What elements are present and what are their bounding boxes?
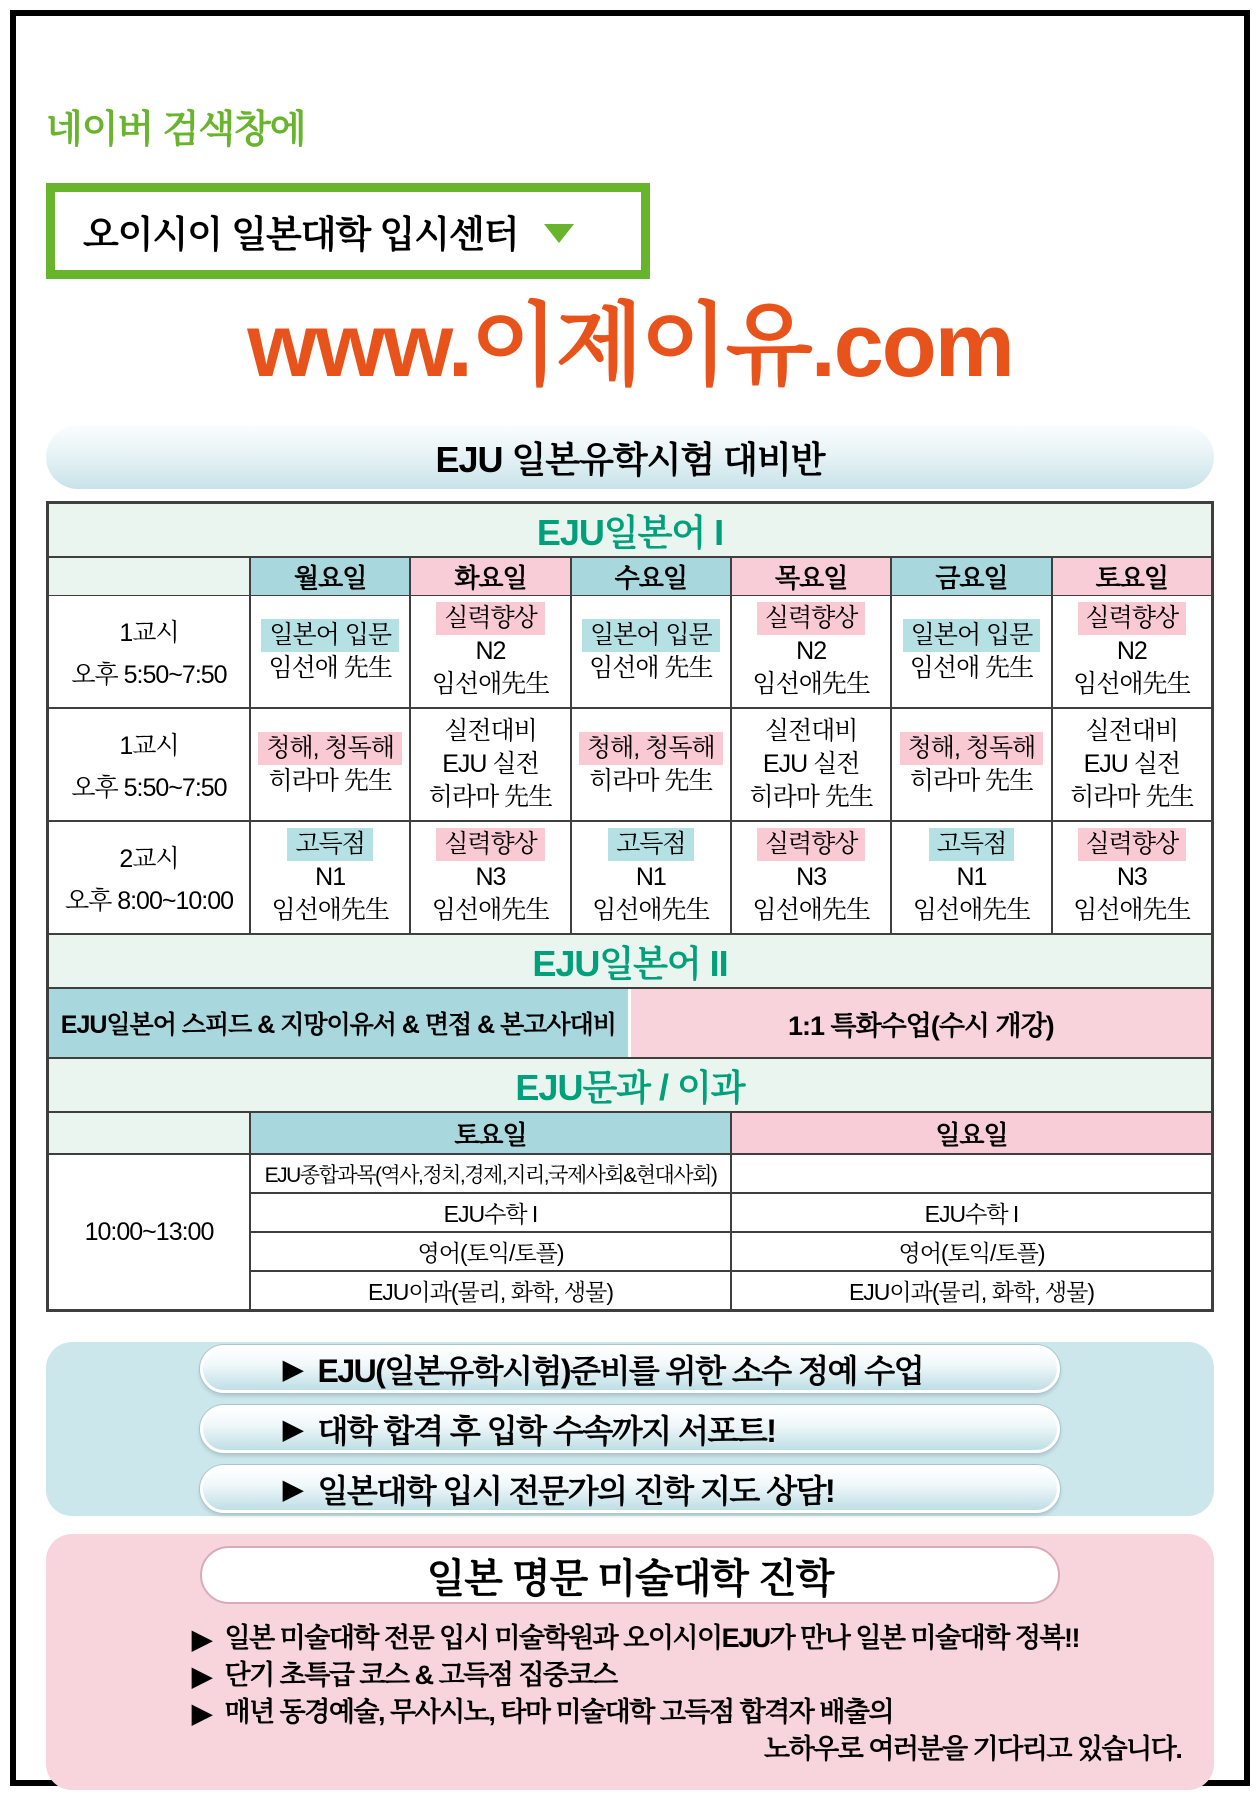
triangle-bullet-icon: ▶: [283, 1474, 302, 1505]
class-line: N1: [315, 863, 346, 892]
class-line: N3: [475, 863, 506, 892]
section-title-tracks: EJU문과 / 이과: [49, 1059, 1211, 1113]
time-label: 오후 5:50~7:50: [71, 773, 227, 802]
subject-cell: EJU수학 I: [730, 1192, 1211, 1231]
class-line: N3: [796, 863, 827, 892]
day-header-tue: 화요일: [409, 558, 569, 595]
class-tag: 일본어 입문: [903, 619, 1041, 652]
class-line: 히라마 先生: [749, 783, 873, 812]
class-line: 임선애 先生: [268, 653, 392, 682]
day-header-fri: 금요일: [890, 558, 1050, 595]
class-tag: 고득점: [929, 828, 1014, 861]
class-line: 히라마 先生: [589, 766, 713, 795]
class-line: 실전대비: [764, 717, 858, 746]
class-cell: [1051, 596, 1211, 707]
class-cell: [730, 709, 890, 820]
class-cell: [730, 822, 890, 933]
class-line: N2: [796, 637, 827, 666]
day-header-thu: 목요일: [730, 558, 890, 595]
feature-text: 대학 합격 후 입학 수속까지 서포트!: [317, 1413, 776, 1450]
subject-cell: [730, 1153, 1211, 1192]
period-time-cell: [49, 822, 249, 933]
class-cell: [570, 596, 730, 707]
class-line: 임선애先生: [752, 896, 870, 925]
japanese2-row: [49, 989, 1211, 1059]
search-input[interactable]: [46, 183, 650, 279]
class-tag: 일본어 입문: [261, 619, 399, 652]
art-bullet-list: [192, 1620, 1214, 1768]
subject-cell: EJU수학 I: [249, 1192, 730, 1231]
class-tag: 실력향상: [436, 602, 545, 635]
class-cell: [249, 822, 409, 933]
subject-cell: EJU종합과목(역사,정치,경제,지리,국제사회&현대사회): [249, 1153, 730, 1192]
day-header-saturday: 토요일: [249, 1113, 730, 1153]
class-line: N1: [956, 863, 987, 892]
triangle-bullet-icon: ▶: [192, 1623, 211, 1654]
class-tag: 실력향상: [757, 602, 866, 635]
class-line: 히라마 先生: [428, 783, 553, 812]
class-line: 임선애先生: [271, 896, 389, 925]
period-label: 1교시: [119, 618, 179, 647]
class-line: 히라마 先生: [909, 766, 1034, 795]
class-tag: 고득점: [287, 828, 372, 861]
class-cell: [1051, 822, 1211, 933]
dropdown-arrow-icon[interactable]: [544, 224, 574, 243]
class-cell: [249, 596, 409, 707]
class-cell: [409, 596, 569, 707]
schedule-row-2: [49, 709, 1211, 822]
art-closing-text: 노하우로 여러분을 기다리고 있습니다.: [764, 1734, 1182, 1765]
class-tag: 실력향상: [1078, 602, 1187, 635]
section-title-japanese2: EJU일본어 II: [49, 935, 1211, 989]
japanese2-right-cell: 1:1 특화수업(수시 개강): [628, 989, 1211, 1057]
class-line: 히라마 先生: [268, 766, 392, 795]
day-header-sunday: 일요일: [730, 1113, 1211, 1153]
naver-search-hint-label: 네이버 검색창에: [46, 109, 306, 151]
class-line: EJU 실전: [762, 750, 860, 779]
course-banner: EJU 일본유학시험 대비반: [46, 425, 1214, 489]
class-line: 실전대비: [444, 717, 537, 746]
class-line: N2: [475, 637, 506, 666]
subject-cell: 영어(토익/토플): [249, 1231, 730, 1270]
class-line: EJU 실전: [442, 750, 539, 779]
feature-pill: [200, 1345, 1060, 1393]
class-line: 임선애先生: [1073, 670, 1191, 699]
class-tag: 청해, 청독해: [258, 732, 402, 765]
art-bullet-item: [192, 1620, 1214, 1657]
class-line: 실전대비: [1085, 717, 1179, 746]
class-line: 임선애先生: [592, 896, 710, 925]
art-bullet-text: 단기 초특급 코스 & 고득점 집중코스: [224, 1660, 617, 1691]
feature-pill: [200, 1465, 1060, 1513]
class-cell: [409, 822, 569, 933]
class-cell: [1051, 709, 1211, 820]
triangle-bullet-icon: ▶: [192, 1660, 211, 1691]
period-label: 1교시: [119, 731, 179, 760]
class-tag: 청해, 청독해: [900, 732, 1044, 765]
time-label: 오후 8:00~10:00: [64, 886, 234, 915]
tracks-grid: [49, 1113, 1211, 1309]
search-query-text: 오이시이 일본대학 입시센터: [83, 214, 519, 255]
triangle-bullet-icon: ▶: [283, 1354, 302, 1385]
class-line: N1: [635, 863, 666, 892]
subject-cell: EJU이과(물리, 화학, 생물): [730, 1270, 1211, 1309]
class-tag: 실력향상: [1078, 828, 1187, 861]
feature-text: 일본대학 입시 전문가의 진학 지도 상담!: [317, 1473, 835, 1510]
schedule-row-1: [49, 596, 1211, 709]
art-university-box: [46, 1534, 1214, 1790]
class-tag: 고득점: [608, 828, 693, 861]
tracks-time-cell: 10:00~13:00: [49, 1153, 249, 1309]
class-tag: 청해, 청독해: [579, 732, 723, 765]
class-line: 임선애先生: [912, 896, 1031, 925]
class-cell: [409, 709, 569, 820]
class-cell: [890, 709, 1050, 820]
triangle-bullet-icon: ▶: [283, 1414, 302, 1445]
class-tag: 일본어 입문: [582, 619, 720, 652]
class-cell: [570, 822, 730, 933]
empty-corner-cell: [49, 558, 249, 595]
section-title-japanese1: EJU일본어 I: [49, 504, 1211, 558]
day-header-sat: 토요일: [1051, 558, 1211, 595]
japanese2-left-cell: EJU일본어 스피드 & 지망이유서 & 면접 & 본고사대비: [49, 989, 628, 1057]
art-bullet-text: 일본 미술대학 전문 입시 미술학원과 오이시이EJU가 만나 일본 미술대학 정복!!: [224, 1623, 1079, 1654]
class-cell: [570, 709, 730, 820]
period-time-cell: [49, 709, 249, 820]
site-url-link[interactable]: www.이제이유.com: [247, 296, 1013, 396]
period-time-cell: [49, 596, 249, 707]
flyer-content: [46, 98, 1214, 1790]
class-line: 임선애先生: [431, 670, 550, 699]
period-label: 2교시: [119, 844, 179, 873]
class-line: EJU 실전: [1083, 750, 1181, 779]
class-line: N2: [1116, 637, 1147, 666]
subject-cell: 영어(토익/토플): [730, 1231, 1211, 1270]
day-header-wed: 수요일: [570, 558, 730, 595]
time-label: 오후 5:50~7:50: [71, 660, 227, 689]
art-box-title: 일본 명문 미술대학 진학: [200, 1546, 1060, 1604]
class-line: 임선애 先生: [909, 653, 1034, 682]
class-tag: 실력향상: [436, 828, 545, 861]
art-bullet-text: 매년 동경예술, 무사시노, 타마 미술대학 고득점 합격자 배출의: [224, 1697, 894, 1728]
class-cell: [249, 709, 409, 820]
class-cell: [890, 596, 1050, 707]
class-line: 임선애先生: [752, 670, 870, 699]
class-line: 임선애 先生: [589, 653, 713, 682]
day-header-mon: 월요일: [249, 558, 409, 595]
day-header-row: [49, 558, 1211, 596]
art-bullet-item: [192, 1657, 1214, 1694]
class-cell: [730, 596, 890, 707]
class-line: 임선애先生: [431, 896, 550, 925]
schedule-row-3: [49, 822, 1211, 935]
feature-text: EJU(일본유학시험)준비를 위한 소수 정예 수업: [317, 1353, 924, 1390]
triangle-bullet-icon: ▶: [192, 1697, 211, 1728]
art-bullet-item: [192, 1694, 1214, 1731]
subject-cell: EJU이과(물리, 화학, 생물): [249, 1270, 730, 1309]
class-tag: 실력향상: [757, 828, 866, 861]
class-line: 히라마 先生: [1070, 783, 1194, 812]
class-line: N3: [1116, 863, 1147, 892]
empty-corner-cell: [49, 1113, 249, 1153]
features-box: [46, 1342, 1214, 1516]
schedule-table: [46, 501, 1214, 1312]
class-cell: [890, 822, 1050, 933]
feature-pill: [200, 1405, 1060, 1453]
class-line: 임선애先生: [1073, 896, 1191, 925]
